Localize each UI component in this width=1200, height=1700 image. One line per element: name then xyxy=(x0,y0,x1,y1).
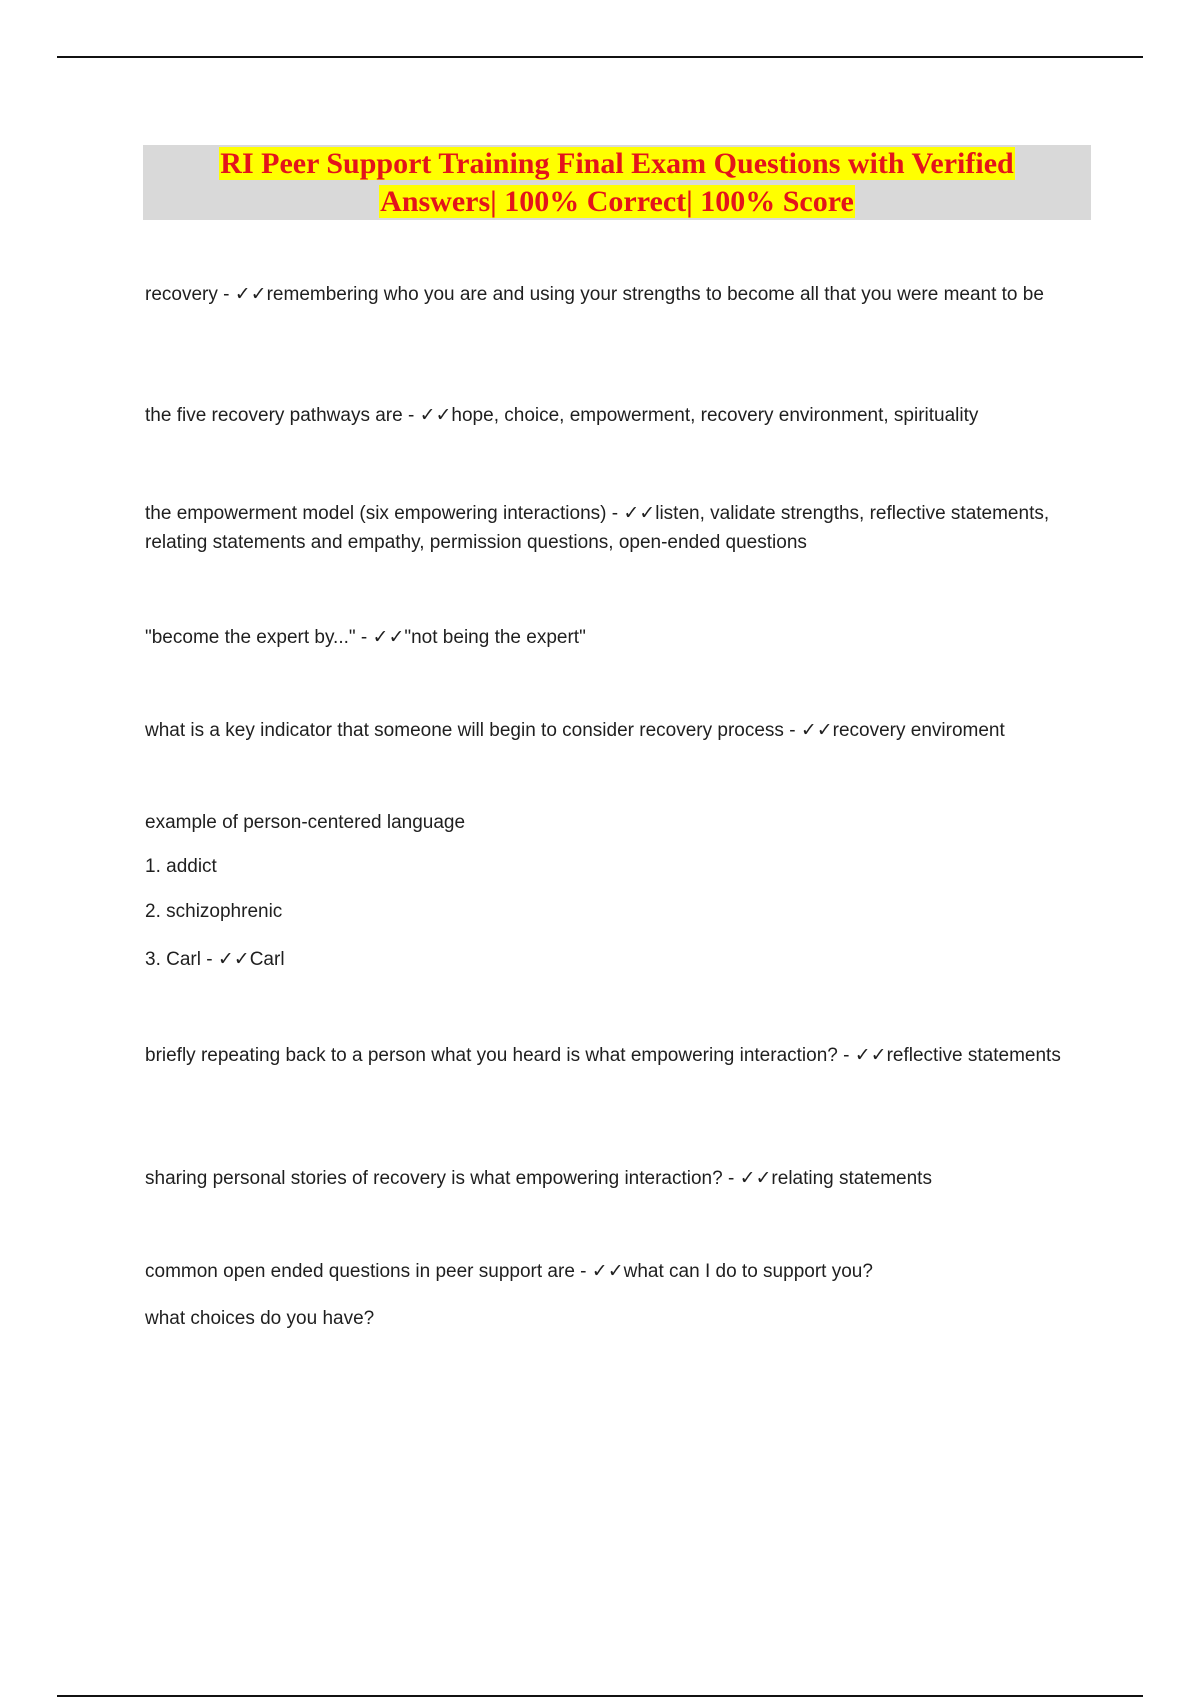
qa-item-relating: sharing personal stories of recovery is what empowering interaction? - ✓✓relating statements xyxy=(145,1168,932,1189)
qa-item-recovery-pathways: the five recovery pathways are - ✓✓hope, choice, empowerment, recovery environment, spirituality xyxy=(145,405,979,426)
qa-item-become-expert: "become the expert by..." - ✓✓"not being the expert" xyxy=(145,627,586,648)
check-icon: ✓✓ xyxy=(372,627,405,648)
document-title xyxy=(143,145,1091,220)
check-icon: ✓✓ xyxy=(419,405,452,426)
answer-text: remembering who you are and using your strengths to become all that you were meant to be xyxy=(266,284,1044,305)
question-text: briefly repeating back to a person what you heard is what empowering interaction? xyxy=(145,1045,838,1066)
check-icon: ✓✓ xyxy=(623,503,656,524)
qa-item-recovery: recovery - ✓✓remembering who you are and using your strengths to become all that you were meant to be xyxy=(145,284,1044,305)
check-icon: ✓✓ xyxy=(217,949,250,970)
answer-text: reflective statements xyxy=(886,1045,1061,1066)
answer-text: "not being the expert" xyxy=(404,627,586,648)
open-ended-extra-line: what choices do you have? xyxy=(145,1308,375,1329)
question-text: sharing personal stories of recovery is what empowering interaction? xyxy=(145,1168,723,1189)
answer-text: what can I do to support you? xyxy=(623,1261,873,1282)
qa-item-empowerment-model: the empowerment model (six empowering interactions) - ✓✓listen, validate strengths, reflective statements, relating statements and empathy, permission questions, open-ended questions xyxy=(145,503,1050,553)
answer-text: listen, validate strengths, reflective statements, relating statements and empathy, permission questions, open-ended questions xyxy=(145,503,1050,553)
top-rule xyxy=(57,56,1143,58)
qa-item-reflective: briefly repeating back to a person what you heard is what empowering interaction? - ✓✓reflective statements xyxy=(145,1045,1061,1066)
option-addict: 1. addict xyxy=(145,856,217,877)
qa-item-key-indicator: what is a key indicator that someone will begin to consider recovery process - ✓✓recovery enviroment xyxy=(145,720,1005,741)
question-text: the five recovery pathways are xyxy=(145,405,403,426)
answer-text: Carl xyxy=(249,949,285,970)
check-icon: ✓✓ xyxy=(234,284,267,305)
answer-text: relating statements xyxy=(771,1168,932,1189)
question-text: "become the expert by..." xyxy=(145,627,356,648)
person-centered-heading: example of person-centered language xyxy=(145,812,466,833)
question-text: recovery xyxy=(145,284,218,305)
title-line-1: RI Peer Support Training Final Exam Questions with Verified xyxy=(220,147,1014,180)
check-icon: ✓✓ xyxy=(854,1045,887,1066)
title-line-2: Answers| 100% Correct| 100% Score xyxy=(380,185,854,218)
check-icon: ✓✓ xyxy=(800,720,833,741)
question-text: the empowerment model (six empowering interactions) xyxy=(145,503,607,524)
bottom-rule xyxy=(57,1695,1143,1697)
qa-item-open-ended: common open ended questions in peer support are - ✓✓what can I do to support you? xyxy=(145,1261,873,1282)
answer-text: hope, choice, empowerment, recovery environment, spirituality xyxy=(451,405,979,426)
answer-text: recovery enviroment xyxy=(832,720,1005,741)
check-icon: ✓✓ xyxy=(739,1168,772,1189)
option-schizophrenic: 2. schizophrenic xyxy=(145,901,283,922)
option-carl: 3. Carl - ✓✓Carl xyxy=(145,949,285,970)
question-text: what is a key indicator that someone will begin to consider recovery process xyxy=(145,720,784,741)
check-icon: ✓✓ xyxy=(591,1261,624,1282)
question-text: common open ended questions in peer support are xyxy=(145,1261,575,1282)
